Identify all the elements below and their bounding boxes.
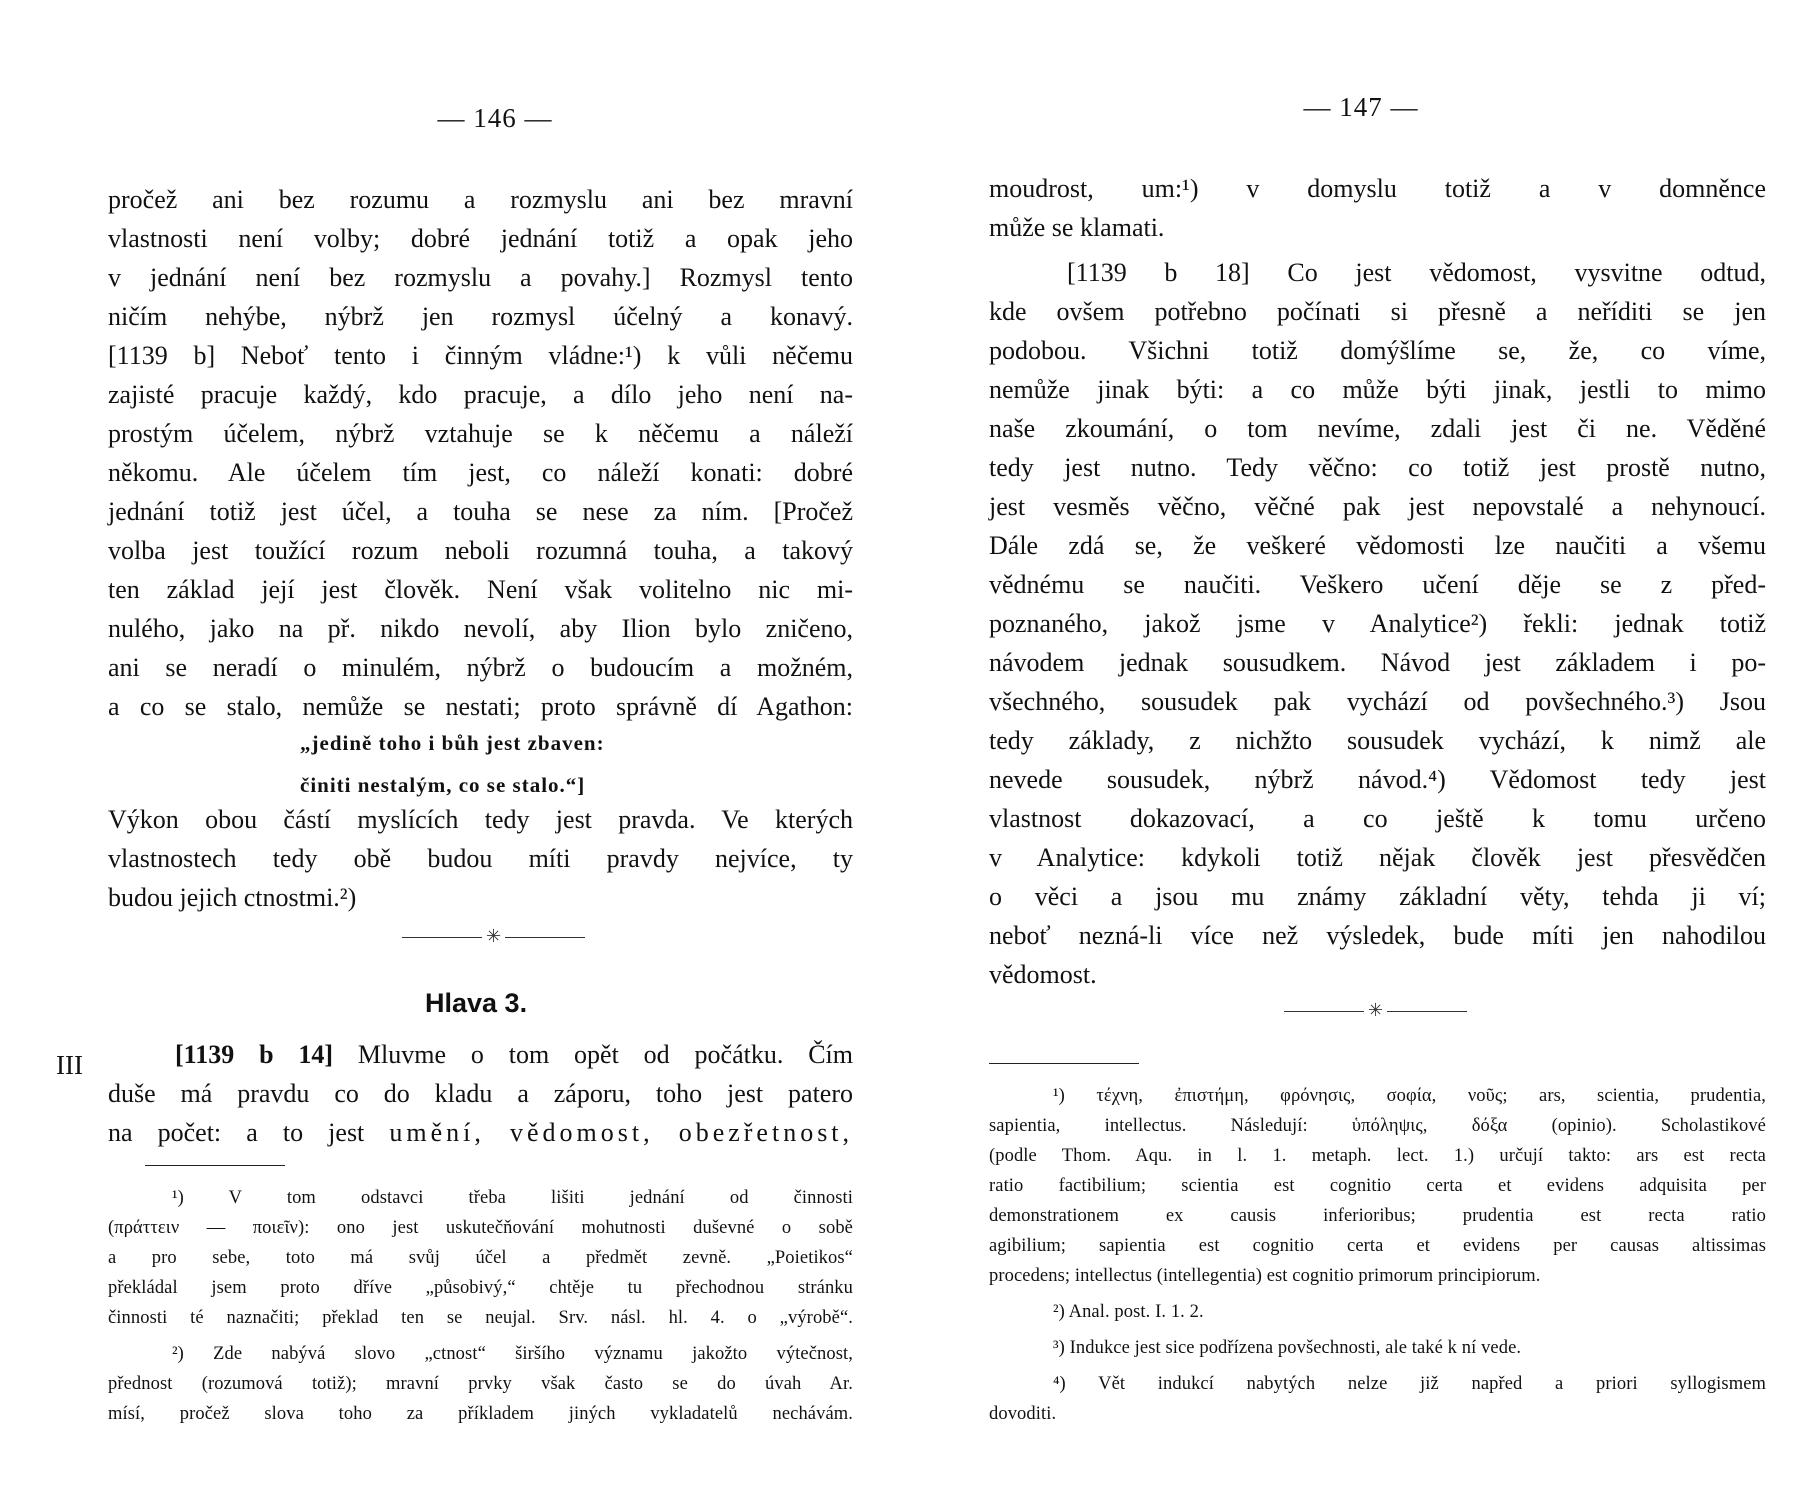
spaced-term: obezřetnost, — [678, 1118, 854, 1147]
quote-line: „jedině toho i bůh jest zbaven: — [300, 731, 605, 755]
spaced-term: umění, — [389, 1118, 485, 1147]
margin-numeral: III — [56, 1050, 83, 1080]
text-line: ten základ její jest člověk. Není však volitelno nic mi- — [108, 575, 853, 604]
footnote-line: ²) Anal. post. I. 1. 2. — [1053, 1302, 1204, 1322]
quote-line: činiti nestalým, co se stalo.“] — [300, 773, 586, 797]
text-line: [1139 b] Neboť tento i činným vládne:¹) k vůli něčemu — [108, 341, 853, 370]
body-text — [989, 169, 1766, 994]
text-line — [108, 1113, 853, 1152]
text-line: zajisté pracuje každý, kdo pracuje, a dílo jeho není na- — [108, 380, 853, 409]
text-line: nevede sousudek, nýbrž návod.⁴) Vědomost tedy jest — [989, 765, 1766, 794]
text-line: jest vesměs věčno, věčné pak jest nepovstalé a nehynoucí. — [989, 492, 1766, 521]
text-line: volba jest toužící rozum neboli rozumná touha, a takový — [108, 536, 853, 565]
text-line: moudrost, um:¹) v domyslu totiž a v domněnce — [989, 174, 1766, 203]
text-line: návodem jednak sousudkem. Návod jest základem i po- — [989, 648, 1766, 677]
body-text-2 — [108, 800, 853, 917]
text-line: poznaného, jakož jsme v Analytice²) řekli: jednak totiž — [989, 609, 1766, 638]
footnote-line: překládal jsem proto dříve „působivý,“ chtěje tu přechodnou stránku — [108, 1278, 853, 1298]
text-line: a co se stalo, nemůže se nestati; proto správně dí Agathon: — [108, 692, 853, 721]
text-line: nemůže jinak býti: a co může býti jinak, jestli to mimo — [989, 375, 1766, 404]
chapter-title: Hlava 3. — [425, 988, 528, 1018]
page-number: — 146 — — [437, 103, 553, 133]
text-line: vlastnost dokazovací, a co ještě k tomu určeno — [989, 804, 1766, 833]
text-line: jednání totiž jest účel, a touha se nese za ním. [Pročež — [108, 497, 853, 526]
text-line: duše má pravdu co do kladu a záporu, toho jest patero — [108, 1079, 853, 1108]
spaced-term: vědomost, — [509, 1118, 654, 1147]
text-line: prostým účelem, nýbrž vztahuje se k něčemu a náleží — [108, 419, 853, 448]
right-page — [909, 0, 1818, 1500]
text-line: ničím nehýbe, nýbrž jen rozmysl účelný a konavý. — [108, 302, 853, 331]
text-line: nulého, jako na př. nikdo nevolí, aby Ilion bylo zničeno, — [108, 614, 853, 643]
footnote-line: činnosti té naznačiti; překlad ten se neujal. Srv. násl. hl. 4. o „výrobě“. — [108, 1308, 853, 1328]
footnote-line: ⁴) Vět indukcí nabytých nelze již napřed a priori syllogismem — [1053, 1374, 1766, 1394]
text-line: všechného, sousudek pak vychází od povšechného.³) Jsou — [989, 687, 1766, 716]
section-separator: ✳ — [1280, 1000, 1471, 1021]
text-line: budou jejich ctnostmi.²) — [108, 883, 357, 912]
text-line: někomu. Ale účelem tím jest, co náleží konati: dobré — [108, 458, 853, 487]
page-number: — 147 — — [1303, 92, 1419, 122]
footnote-line: ratio factibilium; scientia est cognitio certa et evidens adquisita per — [989, 1176, 1766, 1196]
footnote-line: ²) Zde nabývá slovo „ctnost“ širšího významu jakožto výtečnost, — [172, 1344, 853, 1364]
text-line: Výkon obou částí myslících tedy jest pravda. Ve kterých — [108, 805, 853, 834]
text-line: tedy jest nutno. Tedy věčno: co totiž jest prostě nutno, — [989, 453, 1766, 482]
footnote-line: dovoditi. — [989, 1404, 1057, 1424]
bekker-reference: [1139 b 14] — [175, 1040, 334, 1069]
footnote-line: mísí, pročež slova toho za příkladem jiných vykladatelů nechávám. — [108, 1404, 853, 1424]
text-line: v Analytice: kdykoli totiž nějak člověk jest přesvědčen — [989, 843, 1766, 872]
footnote-rule — [145, 1165, 285, 1166]
footnote-line: ¹) V tom odstavci třeba lišiti jednání od činnosti — [172, 1188, 853, 1208]
footnote-line: sapientia, intellectus. Následují: ὑπόληψις, δόξα (opinio). Scholastikové — [989, 1116, 1766, 1136]
text-line: kde ovšem potřebno počínati si přesně a neříditi se jen — [989, 297, 1766, 326]
footnote-line: (πράττειν — ποιεῖν): ono jest uskutečňování mohutnosti duševné o sobě — [108, 1218, 853, 1238]
footnote-line: a pro sebe, toto má svůj účel a předmět zevně. „Poietikos“ — [108, 1248, 853, 1268]
footnote-line: (podle Thom. Aqu. in l. 1. metaph. lect. 1.) určují takto: ars est recta — [989, 1146, 1766, 1166]
text-line: o věci a jsou mu známy základní věty, tehda ji ví; — [989, 882, 1766, 911]
quote-block — [300, 722, 605, 806]
text-line: neboť nezná-li více než výsledek, bude míti jen nahodilou — [989, 921, 1766, 950]
text-fragment: Mluvme o tom opět od počátku. Čím — [357, 1040, 853, 1069]
footnote-line: ¹) τέχνη, ἐπιστήμη, φρόνησις, σοφία, νοῦς; ars, scientia, prudentia, — [1053, 1086, 1766, 1106]
text-line: podobou. Všichni totiž domýšlíme se, že, co víme, — [989, 336, 1766, 365]
text-line: v jednání není bez rozmyslu a povahy.] Rozmysl tento — [108, 263, 853, 292]
text-line: [1139 b 18] Co jest vědomost, vysvitne odtud, — [1067, 258, 1766, 287]
footnote-rule — [989, 1063, 1139, 1064]
footnotes — [989, 1081, 1766, 1429]
chapter-text — [108, 1035, 854, 1152]
footnote-line: demonstrationem ex causis inferioribus; prudentia est recta ratio — [989, 1206, 1766, 1226]
footnote-line: agibilium; sapientia est cognitio certa et evidens per causas altissimas — [989, 1236, 1766, 1256]
text-line: vlastnostech tedy obě budou míti pravdy nejvíce, ty — [108, 844, 853, 873]
text-line: vlastnosti není volby; dobré jednání totiž a opak jeho — [108, 224, 853, 253]
text-line: naše zkoumání, o tom nevíme, zdali jest či ne. Věděné — [989, 414, 1766, 443]
text-line — [175, 1035, 853, 1074]
text-fragment: na počet: a to jest — [108, 1118, 365, 1147]
text-line: tedy základy, z nichžto sousudek vychází, k nimž ale — [989, 726, 1766, 755]
text-line: může se klamati. — [989, 213, 1165, 242]
footnote-line: přednost (rozumová totiž); mravní prvky však často se do úvah Ar. — [108, 1374, 853, 1394]
text-line: Dále zdá se, že veškeré vědomosti lze naučiti a všemu — [989, 531, 1766, 560]
text-line: vědnému se naučiti. Veškero učení děje se z před- — [989, 570, 1766, 599]
footnote-line: ³) Indukce jest sice podřízena povšechnosti, ale také k ní vede. — [1053, 1338, 1522, 1358]
text-line: ani se neradí o minulém, nýbrž o budoucím a možném, — [108, 653, 853, 682]
section-separator: ✳ — [398, 926, 589, 947]
body-text — [108, 180, 853, 726]
text-line: pročež ani bez rozumu a rozmyslu ani bez mravní — [108, 185, 853, 214]
footnote-line: procedens; intellectus (intellegentia) est cognitio primorum principiorum. — [989, 1266, 1541, 1286]
footnotes — [108, 1183, 853, 1429]
text-line: vědomost. — [989, 960, 1097, 989]
